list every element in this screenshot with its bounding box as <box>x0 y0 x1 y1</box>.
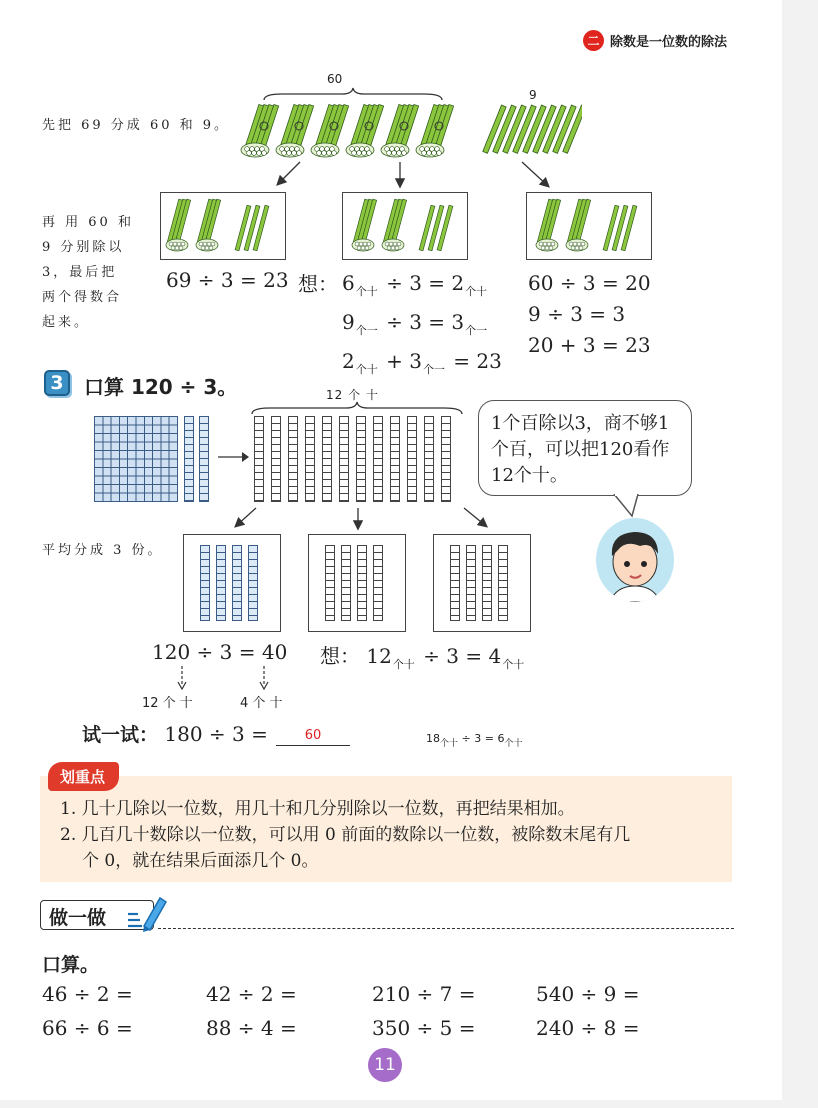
bracket-label-12-tens: 12 个 十 <box>326 388 379 402</box>
bracket-label-9: 9 <box>529 88 537 102</box>
stick-bundles-60 <box>238 100 454 160</box>
split-arrows-2 <box>226 504 496 534</box>
key-point-item: 1. 几十几除以一位数，用几十和几分别除以一位数，再把结果相加。 <box>60 799 575 819</box>
practice-item: 42 ÷ 2 = <box>206 982 297 1006</box>
key-points-tag: 划重点 <box>48 762 119 791</box>
arrow-right-icon <box>216 450 250 464</box>
unit-header <box>583 30 727 51</box>
try-answer: 60 <box>304 728 322 743</box>
stick-group-icon <box>527 193 651 259</box>
equation-120-div-3: 120 ÷ 3 = 40 <box>152 640 288 664</box>
practice-item: 46 ÷ 2 = <box>42 982 133 1006</box>
bundle-icon <box>238 100 454 160</box>
boy-avatar-icon <box>596 518 674 602</box>
ten-rod <box>199 416 209 502</box>
think-block-1 <box>298 268 338 297</box>
split-arrows-1 <box>260 158 560 194</box>
share-box-3 <box>526 192 652 260</box>
practice-heading: 口算。 <box>42 954 100 976</box>
bracket-label-60: 60 <box>327 72 343 86</box>
page-number-badge <box>368 1048 402 1082</box>
single-sticks-9 <box>472 102 582 158</box>
key-points-panel <box>40 768 732 882</box>
unit-title: 除数是一位数的除法 <box>610 35 728 50</box>
think-lines-1 <box>342 268 502 385</box>
key-point-item: 个 0，就在结果后面添几个 0。 <box>82 851 319 871</box>
think-label: 想： <box>298 272 338 296</box>
arrow-label-4-tens: 4 个 十 <box>240 696 283 711</box>
unit-badge: 二 <box>583 30 604 51</box>
step1-text: 先把 69 分成 60 和 9。 <box>42 118 231 133</box>
rods-box-3 <box>433 534 531 632</box>
think-line-1: $6_{个十} \div 3 = 2_{个十}$ <box>342 271 488 298</box>
section-number-3: 3 <box>44 370 70 396</box>
stick-group-icon <box>343 193 467 259</box>
avatar <box>596 518 674 602</box>
split-text: 平均分成 3 份。 <box>42 543 164 558</box>
practice-item: 240 ÷ 8 = <box>536 1016 640 1040</box>
practice-title: 做一做 <box>49 907 107 929</box>
key-point-item: 2. 几百几十数除以一位数，可以用 0 前面的数除以一位数，被除数末尾有几 <box>60 825 631 845</box>
step2-text: 再 用 60 和 9 分别除以 3，最后把 两个得数合 起来。 <box>42 215 134 330</box>
practice-item: 88 ÷ 4 = <box>206 1016 297 1040</box>
rods-box-2 <box>308 534 406 632</box>
practice-item: 350 ÷ 5 = <box>372 1016 476 1040</box>
hundred-flat <box>94 416 178 502</box>
equation-69-div-3: 69 ÷ 3 = 23 <box>166 268 289 292</box>
stick-group-icon <box>161 193 285 259</box>
try-it-row <box>82 720 268 747</box>
page-number: 11 <box>374 1055 396 1075</box>
try-label: 试一试： <box>82 724 159 746</box>
try-note: $18_{个十} \div 3 = 6_{个十}$ <box>426 732 523 749</box>
share-box-2 <box>342 192 468 260</box>
practice-item: 66 ÷ 6 = <box>42 1016 133 1040</box>
rods-box-1 <box>183 534 281 632</box>
think-line-3: $2_{个十} + 3_{个一} = 23$ <box>342 349 502 376</box>
ten-rod <box>184 416 194 502</box>
bracket-12-tens <box>250 400 464 416</box>
think-label: 想： <box>320 644 360 668</box>
think-line-2: $9_{个一} \div 3 = 3_{个一}$ <box>342 310 488 337</box>
twelve-ten-rods <box>254 416 451 502</box>
practice-item: 540 ÷ 9 = <box>536 982 640 1006</box>
speech-tail <box>612 494 642 518</box>
practice-item: 210 ÷ 7 = <box>372 982 476 1006</box>
try-equation: 180 ÷ 3 = <box>164 722 268 746</box>
partial-equations: 60 ÷ 3 = 20 9 ÷ 3 = 3 20 + 3 = 23 <box>528 271 651 357</box>
section-title: 口算 120 ÷ 3。 <box>84 375 238 399</box>
share-box-1 <box>160 192 286 260</box>
down-arrows <box>172 664 282 692</box>
pencil-icon <box>126 892 170 932</box>
try-answer-field[interactable] <box>276 724 350 746</box>
arrow-label-12-tens: 12 个 十 <box>142 696 193 711</box>
dashed-divider <box>158 928 734 929</box>
speech-bubble: 1个百除以3，商不够1个百，可以把120看作12个十。 <box>478 400 692 496</box>
key-points-list <box>60 796 630 874</box>
think-block-2: 想： $12_{个十} \div 3 = 4_{个十}$ <box>320 644 525 671</box>
